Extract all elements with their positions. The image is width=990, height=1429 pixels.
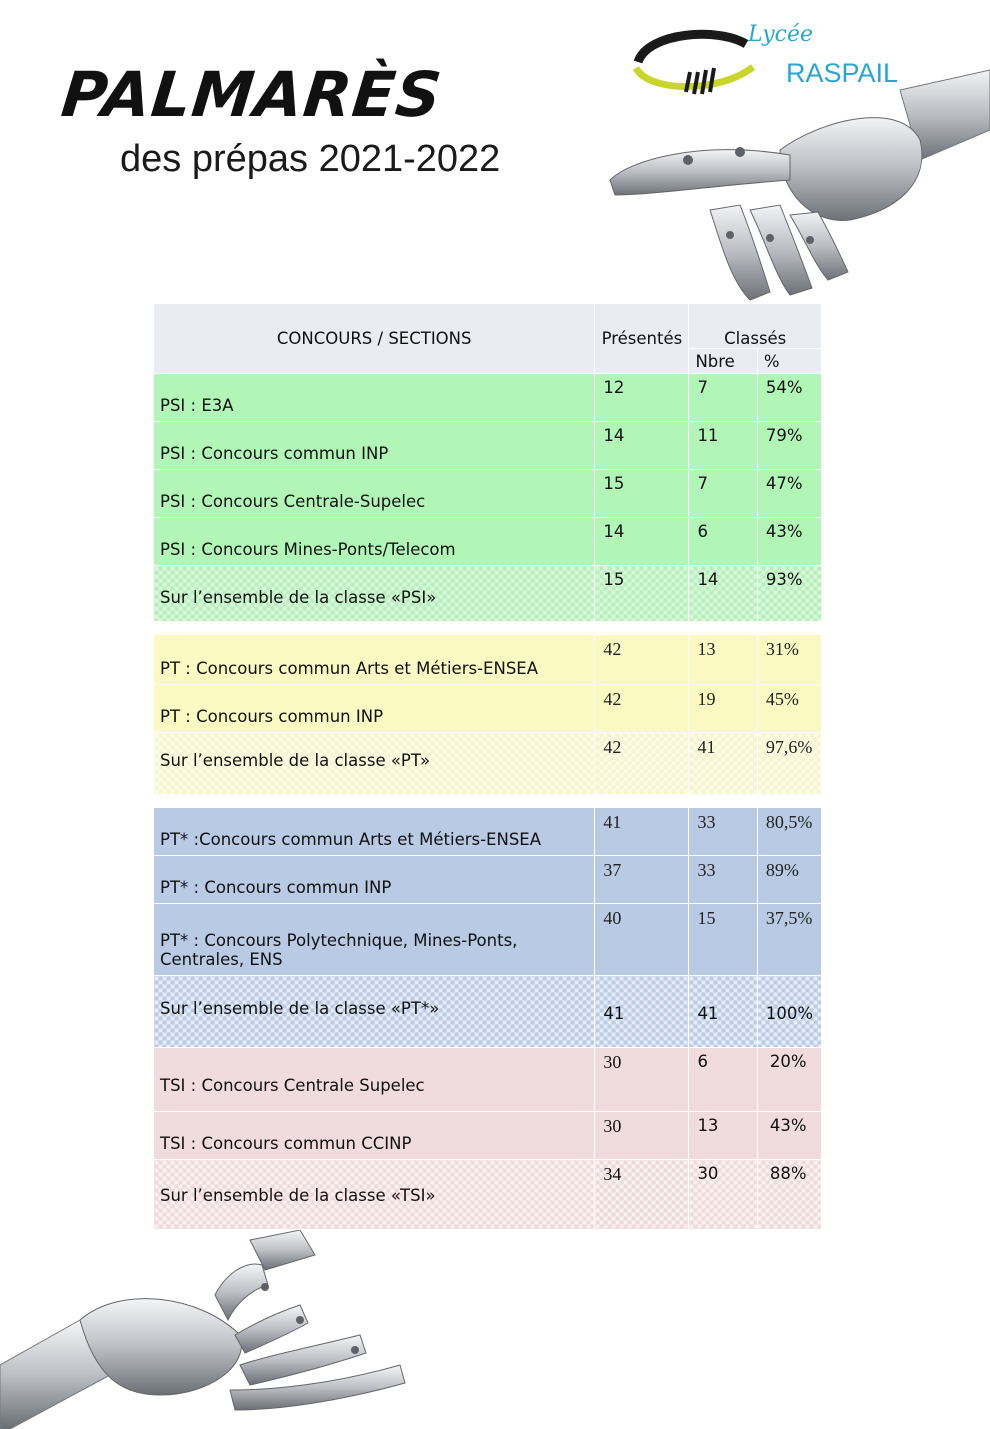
row-pct: 37,5% xyxy=(757,904,821,976)
row-presentes: 42 xyxy=(595,733,689,795)
robot-hand-bottom-illustration xyxy=(0,1225,420,1429)
row-section: Sur l’ensemble de la classe «TSI» xyxy=(154,1160,595,1230)
row-nbre: 33 xyxy=(689,856,757,904)
row-pct: 89% xyxy=(757,856,821,904)
row-pct: 43% xyxy=(757,1112,821,1160)
row-pct: 93% xyxy=(757,566,821,622)
row-nbre: 13 xyxy=(689,635,757,685)
table-row xyxy=(154,518,822,566)
row-nbre: 33 xyxy=(689,808,757,856)
row-pct: 43% xyxy=(757,518,821,566)
row-presentes: 40 xyxy=(595,904,689,976)
row-pct: 97,6% xyxy=(757,733,821,795)
table-row-total xyxy=(154,976,822,1048)
row-section: Sur l’ensemble de la classe «PSI» xyxy=(154,566,595,622)
row-pct: 45% xyxy=(757,685,821,733)
row-section: Sur l’ensemble de la classe «PT» xyxy=(154,733,595,795)
header-presentes: Présentés xyxy=(595,304,689,374)
table-row xyxy=(154,635,822,685)
row-presentes: 15 xyxy=(595,470,689,518)
row-pct: 100% xyxy=(757,976,821,1048)
row-nbre: 41 xyxy=(689,733,757,795)
header-pct: % xyxy=(757,349,821,374)
robot-hand-top-illustration xyxy=(600,60,990,310)
row-presentes: 34 xyxy=(595,1160,689,1230)
row-section: TSI : Concours Centrale Supelec xyxy=(154,1048,595,1112)
row-section: PSI : Concours Centrale-Supelec xyxy=(154,470,595,518)
header-classes: Classés xyxy=(689,304,822,349)
page-subtitle: des prépas 2021-2022 xyxy=(120,138,501,180)
row-presentes: 14 xyxy=(595,422,689,470)
row-presentes: 30 xyxy=(595,1048,689,1112)
row-nbre: 7 xyxy=(689,470,757,518)
page-title: PALMARÈS xyxy=(58,58,446,131)
row-nbre: 13 xyxy=(689,1112,757,1160)
row-presentes: 14 xyxy=(595,518,689,566)
table-row xyxy=(154,856,822,904)
row-section: PT : Concours commun INP xyxy=(154,685,595,733)
header-nbre: Nbre xyxy=(689,349,757,374)
row-presentes: 12 xyxy=(595,374,689,422)
row-section: PT* :Concours commun Arts et Métiers-ENSEA xyxy=(154,808,595,856)
row-pct: 31% xyxy=(757,635,821,685)
row-nbre: 6 xyxy=(689,1048,757,1112)
table-row xyxy=(154,808,822,856)
row-pct: 79% xyxy=(757,422,821,470)
row-section: PSI : Concours Mines-Ponts/Telecom xyxy=(154,518,595,566)
row-presentes: 42 xyxy=(595,685,689,733)
row-presentes: 41 xyxy=(595,808,689,856)
row-pct: 80,5% xyxy=(757,808,821,856)
header-sections: CONCOURS / SECTIONS xyxy=(154,304,595,374)
row-nbre: 19 xyxy=(689,685,757,733)
table-row xyxy=(154,1112,822,1160)
row-pct: 47% xyxy=(757,470,821,518)
row-nbre: 7 xyxy=(689,374,757,422)
row-pct: 88% xyxy=(757,1160,821,1230)
table-row xyxy=(154,374,822,422)
table-row-total xyxy=(154,1160,822,1230)
row-presentes: 30 xyxy=(595,1112,689,1160)
table-row xyxy=(154,904,822,976)
row-pct: 20% xyxy=(757,1048,821,1112)
row-presentes: 42 xyxy=(595,635,689,685)
table-row xyxy=(154,470,822,518)
row-section: PSI : E3A xyxy=(154,374,595,422)
table-row xyxy=(154,422,822,470)
row-presentes: 37 xyxy=(595,856,689,904)
row-section: PT : Concours commun Arts et Métiers-ENSEA xyxy=(154,635,595,685)
table-row-total xyxy=(154,566,822,622)
row-nbre: 41 xyxy=(689,976,757,1048)
row-section: PSI : Concours commun INP xyxy=(154,422,595,470)
row-nbre: 11 xyxy=(689,422,757,470)
row-section: PT* : Concours commun INP xyxy=(154,856,595,904)
row-pct: 54% xyxy=(757,374,821,422)
results-table xyxy=(153,303,822,1230)
logo-raspail-text: RASPAIL xyxy=(786,58,899,88)
row-section: TSI : Concours commun CCINP xyxy=(154,1112,595,1160)
row-presentes: 41 xyxy=(595,976,689,1048)
row-section: PT* : Concours Polytechnique, Mines-Ponts, Centrales, ENS xyxy=(154,904,595,976)
table-row xyxy=(154,685,822,733)
table-row xyxy=(154,1048,822,1112)
row-nbre: 6 xyxy=(689,518,757,566)
logo-lycee-text: Lycée xyxy=(748,22,814,47)
row-nbre: 14 xyxy=(689,566,757,622)
table-row-total xyxy=(154,733,822,795)
row-nbre: 30 xyxy=(689,1160,757,1230)
row-section: Sur l’ensemble de la classe «PT*» xyxy=(154,976,595,1048)
row-nbre: 15 xyxy=(689,904,757,976)
row-presentes: 15 xyxy=(595,566,689,622)
